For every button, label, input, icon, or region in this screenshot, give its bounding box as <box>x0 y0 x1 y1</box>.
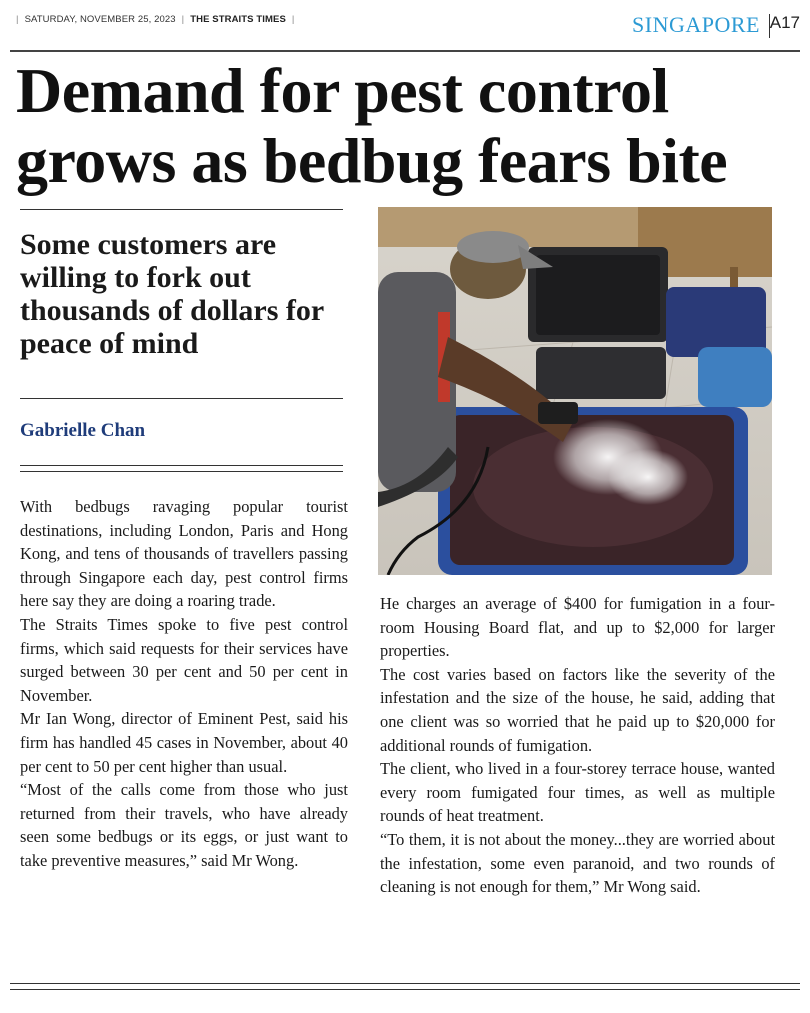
byline-double-rule <box>20 465 343 472</box>
issue-date: SATURDAY, NOVEMBER 25, 2023 <box>24 14 176 25</box>
paragraph: The cost varies based on factors like the severity of the infestation and the size of the house, he said, adding that one client was so worried that he paid up to $20,000 for additional rounds of fumigation. <box>380 664 775 755</box>
subhead-top-rule <box>20 209 343 210</box>
paragraph: “To them, it is not about the money...they are worried about the infestation, some even paranoid, and two rounds of cleaning is not enough for them,” Mr Wong said. <box>380 829 775 897</box>
headline-line-1: Demand for pest control <box>16 55 669 126</box>
paragraph: Mr Ian Wong, director of Eminent Pest, said his firm has handled 45 cases in November, about 40 per cent to 50 per cent higher than usual. <box>20 709 348 776</box>
masthead-bar <box>10 12 800 42</box>
headline-line-2: grows as bedbug fears bite <box>16 125 728 196</box>
top-rule <box>10 50 800 52</box>
paragraph: The Straits Times spoke to five pest control firms, which said requests for their services have surged between 30 per cent and 50 per cent in November. <box>20 614 348 705</box>
bottom-double-rule <box>10 983 800 990</box>
article-column-2 <box>380 592 775 899</box>
paragraph: He charges an average of $400 for fumigation in a four-room Housing Board flat, and up to $2,000 for larger properties. <box>380 594 775 661</box>
subhead-bottom-rule <box>20 398 343 399</box>
dateline: | SATURDAY, NOVEMBER 25, 2023 | THE STRAITS TIMES | <box>16 14 295 25</box>
subheadline: Some customers are willing to fork out thousands of dollars for peace of mind <box>20 228 324 360</box>
byline: Gabrielle Chan <box>20 420 146 441</box>
section-name: SINGAPORE <box>632 12 760 37</box>
page-number: A17 <box>769 13 800 32</box>
newspaper-name: THE STRAITS TIMES <box>190 14 286 25</box>
article-column-1 <box>20 495 348 873</box>
headline <box>16 56 796 196</box>
paragraph: With bedbugs ravaging popular tourist destinations, including London, Paris and Hong Kong, and tens of thousands of travellers passing through Singapore each day, pest control firms here say they are doing a roaring trade. <box>20 497 348 611</box>
article-photo <box>378 207 772 575</box>
paragraph: “Most of the calls come from those who just returned from their travels, who have already seen some bedbugs or its eggs, or just want to take preventive measures,” said Mr Wong. <box>20 780 348 870</box>
paragraph: The client, who lived in a four-storey terrace house, wanted every room fumigated four times, as well as multiple rounds of heat treatment. <box>380 759 775 826</box>
